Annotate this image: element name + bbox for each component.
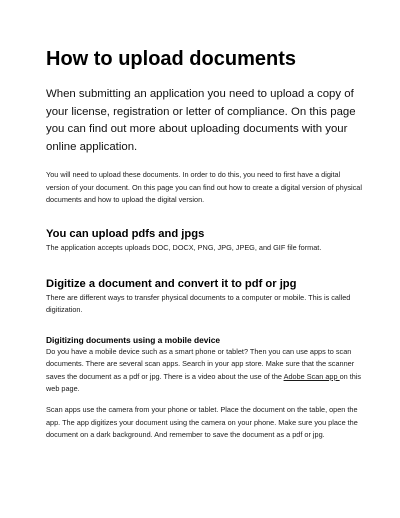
section-upload-formats (46, 227, 364, 254)
mobile-paragraph-1-end: on this web page. (46, 371, 362, 394)
section-heading-digitize: Digitize a document and convert it to pdf or jpg (46, 278, 297, 290)
intro-paragraph: You will need to upload these documents. In order to do this, you need to first have a digital version of your document. On this page you can find out how to create a digital version of physical documents and how to upload the digital version. (46, 170, 362, 205)
mobile-paragraph-1 (46, 346, 364, 396)
section-heading-mobile-device: Digitizing documents using a mobile device (46, 334, 221, 345)
lead-paragraph: When submitting an application you need to upload a copy of your license, registration or letter of compliance. On this page you can find out more about uploading documents with your online application. (46, 88, 356, 153)
section-text-upload-formats: The application accepts uploads DOC, DOCX, PNG, JPG, JPEG, and GIF file format. (46, 242, 322, 252)
section-text-digitize: There are different ways to transfer physical documents to a computer or mobile. This is called digitization. (46, 293, 351, 315)
section-heading-upload-formats: You can upload pdfs and jpgs (46, 227, 205, 240)
adobe-scan-app-link[interactable]: Adobe Scan app (283, 371, 340, 381)
document-page (46, 46, 364, 442)
section-mobile-device (46, 334, 364, 442)
mobile-paragraph-1-start: Do you have a mobile device such as a smart phone or tablet? Then you can use apps to scan documents. There are several scan apps. Search in your app store. Make sure that the scanner saves the document as a pdf or jpg. There is a video about the use of the (46, 346, 355, 381)
mobile-paragraph-2: Scan apps use the camera from your phone or tablet. Place the document on the table, open the app. The app digitizes your document using the camera on your phone. Make sure you place the document on a dark background. And remember to save the document as a pdf or jpg. (46, 405, 358, 440)
section-digitize (46, 277, 364, 317)
page-title: How to upload documents (46, 48, 296, 70)
